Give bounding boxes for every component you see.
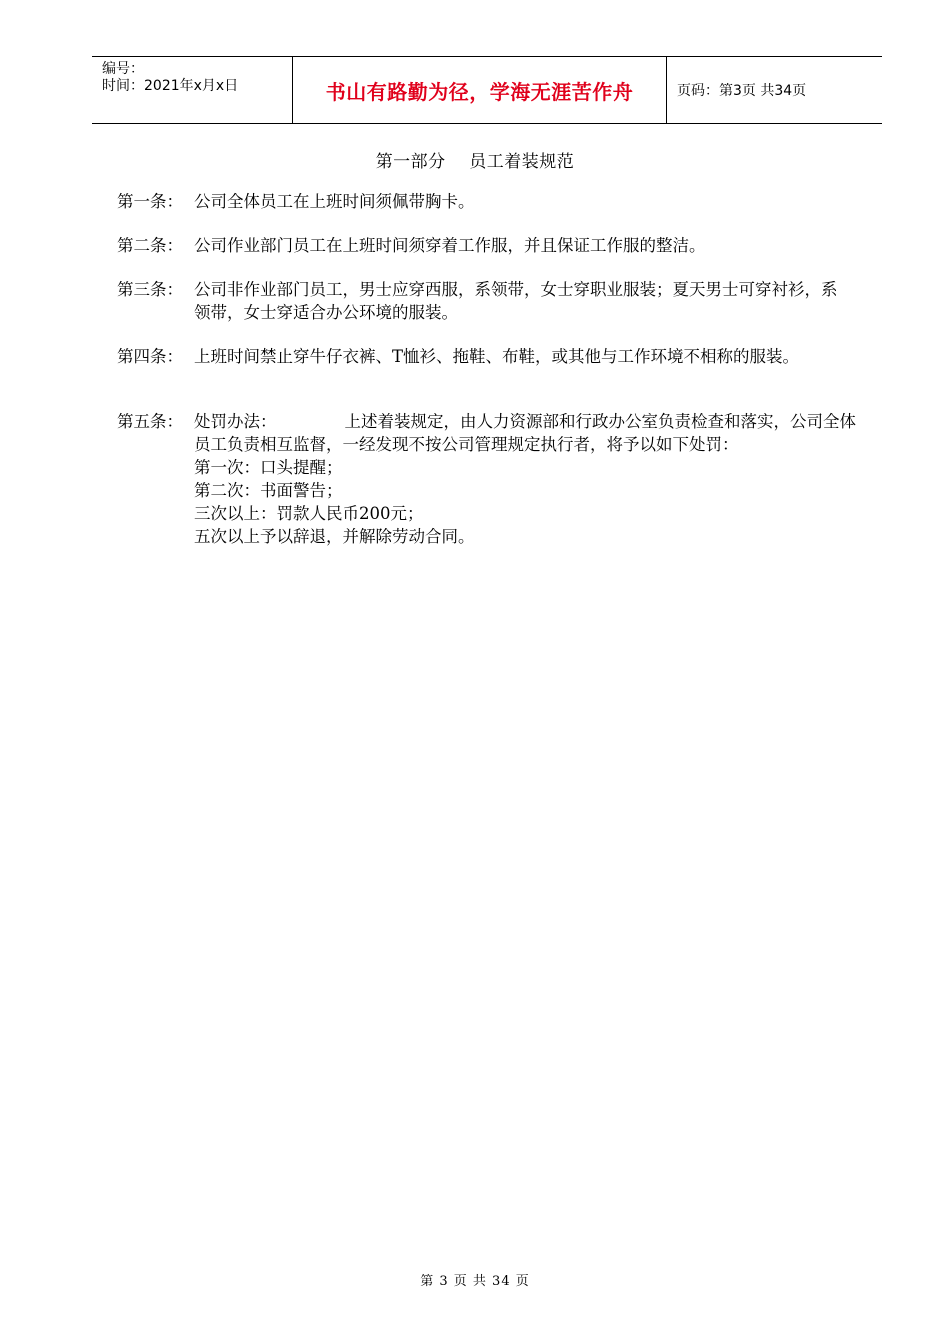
header-meta: [92, 57, 293, 123]
penalty-item: 三次以上：罚款人民币200元；: [194, 504, 424, 523]
article-label: 第五条：: [117, 412, 183, 431]
penalty-item: 第一次：口头提醒；: [194, 458, 343, 477]
article-text: [194, 410, 859, 456]
article-text: 公司作业部门员工在上班时间须穿着工作服，并且保证工作服的整洁。: [194, 236, 706, 255]
article-3: [117, 278, 867, 324]
article-text: 上班时间禁止穿牛仔衣裤、T恤衫、拖鞋、布鞋，或其他与工作环境不相称的服装。: [194, 347, 800, 366]
page-header: [92, 56, 882, 124]
header-page-number: 页码：第3页 共34页: [677, 83, 807, 99]
article-text: 公司全体员工在上班时间须佩带胸卡。: [194, 192, 475, 211]
article-2: [117, 234, 867, 257]
article-label: 第一条：: [117, 192, 183, 211]
penalty-method-label: 处罚办法：: [194, 412, 277, 431]
section-title: 第一部分 员工着装规范: [375, 152, 575, 172]
article-text: 公司非作业部门员工，男士应穿西服，系领带，女士穿职业服装；夏天男士可穿衬衫，系领带，女士穿适合办公环境的服装。: [194, 280, 838, 322]
article-1: [117, 190, 867, 213]
document-time-label: 时间：2021年x月x日: [102, 78, 239, 94]
article-label: 第三条：: [117, 280, 183, 299]
header-page-cell: [667, 57, 882, 123]
penalty-item: 五次以上予以辞退，并解除劳动合同。: [194, 527, 475, 546]
document-number-label: 编号：: [102, 61, 144, 77]
header-motto-cell: [293, 57, 667, 123]
article-label: 第四条：: [117, 347, 183, 366]
article-label: 第二条：: [117, 236, 183, 255]
page-footer: 第 3 页 共 34 页: [420, 1274, 530, 1289]
penalty-method-text: 上述着装规定，由人力资源部和行政办公室负责检查和落实，公司全体员工负责相互监督，一经发现不按公司管理规定执行者，将予以如下处罚：: [194, 412, 856, 454]
header-motto: 书山有路勤为径，学海无涯苦作舟: [325, 79, 634, 104]
penalty-item: 第二次：书面警告；: [194, 481, 343, 500]
article-4: [117, 345, 867, 368]
article-5: [117, 410, 867, 548]
